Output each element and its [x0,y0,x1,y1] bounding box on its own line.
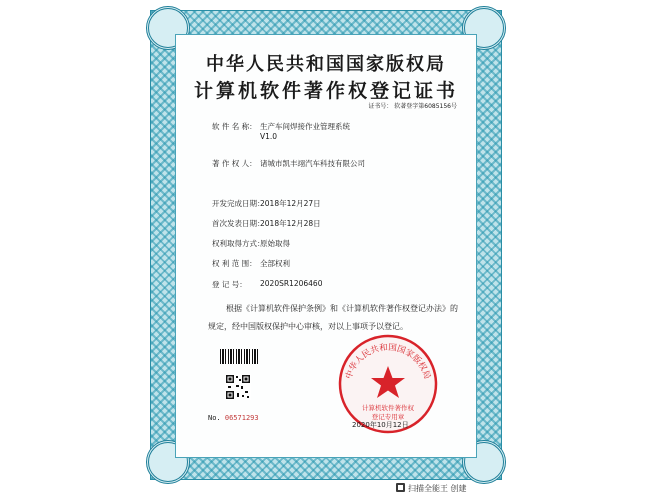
qr-code [225,374,251,400]
issue-date: 2020年10月12日 [352,421,409,429]
field-label-rights-scope: 权 利 范 围： [212,259,257,268]
field-label-registration-number: 登 记 号： [212,280,247,289]
scanner-app-icon [396,483,405,492]
field-value-completion-date: 2018年12月27日 [260,199,321,208]
serial-label: No. [208,414,221,422]
seal-center-line-2: 登记专用章 [371,413,405,421]
statement-line-2: 规定，经中国版权保护中心审核，对以上事项予以登记。 [208,322,408,331]
field-label-software-name: 软 件 名 称： [212,122,257,131]
field-label-acquisition-method: 权利取得方式： [212,239,265,248]
field-label-publish-date: 首次发表日期： [212,219,265,228]
certificate-number: 证书号： 软著登字第6085156号 [368,103,457,110]
certificate-title: 计算机软件著作权登记证书 [193,80,458,102]
field-value-rights-scope: 全部权利 [260,259,290,268]
statement-line-1: 根据《计算机软件保护条例》和《计算机软件著作权登记办法》的 [226,304,458,313]
serial-number [208,414,259,422]
scanner-watermark: 扫描全能王 创建 [408,484,467,493]
field-value-copyright-owner: 诸城市凯丰翊汽车科技有限公司 [260,159,365,168]
field-label-completion-date: 开发完成日期： [212,199,265,208]
barcode [220,349,258,364]
field-value-registration-number: 2020SR1206460 [260,279,323,288]
issuer-title: 中华人民共和国国家版权局 [206,54,446,75]
field-value-software-name: 生产车间焊接作业管理系统 [260,122,350,131]
field-value-publish-date: 2018年12月28日 [260,219,321,228]
field-label-copyright-owner: 著 作 权 人： [212,159,257,168]
field-value-acquisition-method: 原始取得 [260,239,290,248]
seal-ring-text: 中华人民共和国国家版权局 [344,342,432,381]
field-value-software-version: V1.0 [260,132,278,141]
seal-center-line-1: 计算机软件著作权 [362,404,414,412]
serial-value: 06571293 [224,414,259,422]
